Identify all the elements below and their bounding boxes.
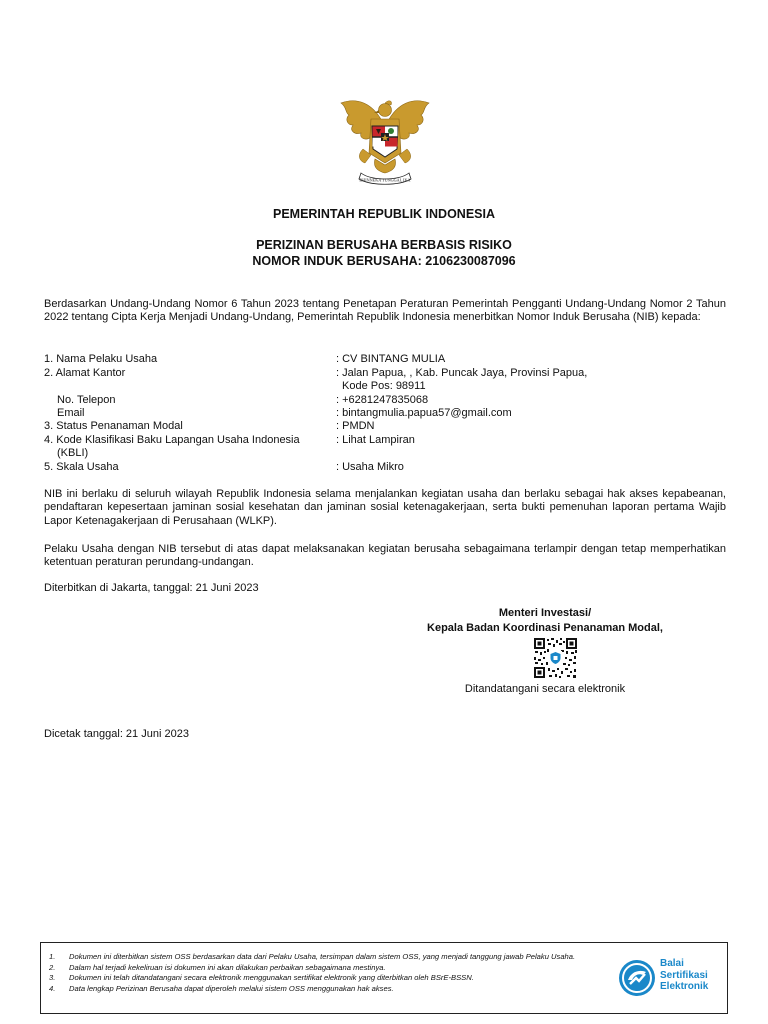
business-scale-value: : Usaha Mikro	[336, 461, 404, 473]
issued-date: Diterbitkan di Jakarta, tanggal: 21 Juni 2023	[44, 582, 259, 594]
business-name-label: 1. Nama Pelaku Usaha	[44, 353, 158, 365]
footer-note: 4. Data lengkap Perizinan Berusaha dapat diperoleh melalui sistem OSS menggunakan hak akses.	[49, 983, 394, 993]
printed-date: Dicetak tanggal: 21 Juni 2023	[44, 728, 189, 740]
phone-value: : +6281247835068	[336, 394, 429, 406]
kbli-label: 4. Kode Klasifikasi Baku Lapangan Usaha Indonesia	[44, 434, 300, 446]
office-address-value: : Jalan Papua, , Kab. Puncak Jaya, Provinsi Papua,	[336, 367, 588, 379]
business-name-value: : CV BINTANG MULIA	[336, 353, 446, 365]
nib-number: NOMOR INDUK BERUSAHA: 2106230087096	[252, 254, 516, 268]
validity-paragraph: NIB ini berlaku di seluruh wilayah Republik Indonesia selama menjalankan kegiatan usaha dan berlaku sebagai hak akses kepabeanan, pendaftaran kepesertaan jaminan sosial kesehatan dan jaminan sosial ketenagakerjaan, serta bukti pemenuhan laporan pertama Wajib Lapor Ketenagakerjaan di Perusahaan (WLKP).	[44, 488, 726, 527]
postal-code-value: Kode Pos: 98911	[342, 380, 426, 392]
investment-status-label: 3. Status Penanaman Modal	[44, 420, 183, 432]
footer-notes-list	[49, 952, 619, 994]
email-label: Email	[57, 407, 85, 419]
electronic-signature-note: Ditandatangani secara elektronik	[464, 683, 626, 695]
activity-paragraph: Pelaku Usaha dengan NIB tersebut di atas dapat melaksanakan kegiatan berusaha sebagaimana terlampir dengan tetap memperhatikan ketentuan peraturan perundang-undangan.	[44, 543, 726, 569]
footer-note: 2. Dalam hal terjadi kekeliruan isi dokumen ini akan dilakukan perbaikan sebagaimana mestinya.	[49, 962, 386, 972]
signatory-agency: Kepala Badan Koordinasi Penanaman Modal,	[427, 622, 663, 634]
office-address-label: 2. Alamat Kantor	[44, 367, 126, 379]
intro-paragraph: Berdasarkan Undang-Undang Nomor 6 Tahun 2023 tentang Penetapan Peraturan Pemerintah Pengganti Undang-Undang Nomor 2 Tahun 2022 tentang Cipta Kerja Menjadi Undang-Undang, Pemerintah Republik Indonesia menerbitkan Nomor Induk Berusaha (NIB) kepada:	[44, 298, 726, 324]
footer-note: 3. Dokumen ini telah ditandatangani secara elektronik menggunakan sertifikat elektronik yang diterbitkan oleh BSrE-BSSN.	[49, 973, 474, 983]
phone-label: No. Telepon	[57, 394, 116, 406]
signatory-title: Menteri Investasi/	[498, 607, 592, 619]
svg-text:BHINNEKA TUNGGAL IKA: BHINNEKA TUNGGAL IKA	[359, 177, 411, 183]
footer-note: 1. Dokumen ini diterbitkan sistem OSS berdasarkan data dari Pelaku Usaha, tersimpan dalam sistem OSS, yang menjadi tanggung jawab Pelaku Usaha.	[49, 952, 576, 961]
kbli-label-abbr: (KBLI)	[57, 447, 89, 459]
signature-qr-code	[533, 637, 578, 679]
bsre-wordmark: Balai Sertifikasi Elektronik	[660, 958, 709, 992]
bsre-logo	[617, 956, 717, 1000]
investment-status-value: : PMDN	[336, 420, 375, 432]
government-heading: PEMERINTAH REPUBLIK INDONESIA	[272, 207, 495, 221]
footer-notes-box	[40, 942, 728, 1014]
document-title: PERIZINAN BERUSAHA BERBASIS RISIKO	[256, 238, 512, 252]
business-scale-label: 5. Skala Usaha	[44, 461, 119, 473]
email-value: : bintangmulia.papua57@gmail.com	[336, 407, 512, 419]
bsre-badge-icon	[617, 958, 657, 998]
kbli-value: : Lihat Lampiran	[336, 434, 415, 446]
garuda-emblem-icon	[337, 93, 433, 190]
